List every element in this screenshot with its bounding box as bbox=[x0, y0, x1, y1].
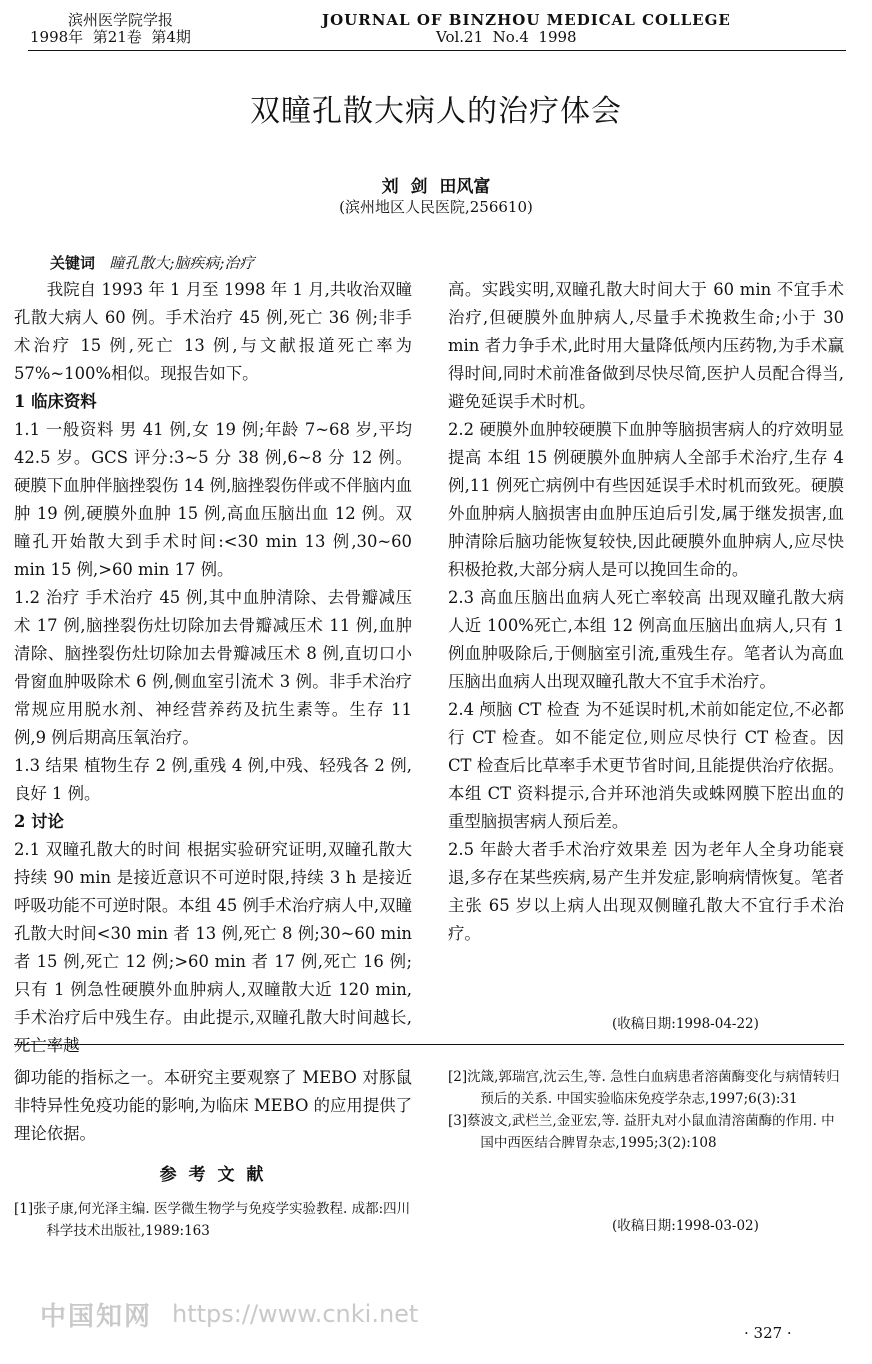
body-paragraph: 2.3 高血压脑出血病人死亡率较高 出现双瞳孔散大病人近 100%死亡,本组 12 例高血压脑出血病人,只有 1 例血肿吸除后,于侧脑室引流,重残生存。笔者认为高血压脑出血病人出现双瞳孔散大不宜手术治疗。 bbox=[448, 588, 844, 691]
received-date-2: (收稿日期:1998-03-02) bbox=[612, 1218, 759, 1234]
body-paragraph: 1.2 治疗 手术治疗 45 例,其中血肿清除、去骨瓣减压术 17 例,脑挫裂伤灶切除加去骨瓣减压术 11 例,血肿清除、脑挫裂伤灶切除加去骨瓣减压术 8 例,直切口小骨窗血肿吸除术 6 例,侧血室引流术 3 例。非手术治疗常规应用脱水剂、神经营养药及抗生素等。生存 11 例,9 例后期高压氧治疗。 bbox=[14, 588, 412, 747]
watermark-url[interactable]: https://www.cnki.net bbox=[172, 1300, 419, 1328]
reference-item: [3]蔡波文,武栏兰,金亚宏,等. 益肝丸对小鼠血清溶菌酶的作用. 中国中西医结合脾胃杂志,1995;3(2):108 bbox=[448, 1113, 835, 1151]
page-number: · 327 · bbox=[744, 1324, 792, 1342]
section-heading: 1 临床资料 bbox=[14, 392, 97, 411]
body-paragraph: 2.1 双瞳孔散大的时间 根据实验研究证明,双瞳孔散大持续 90 min 是接近意识不可逆时限,持续 3 h 是接近呼吸功能不可逆时限。本组 45 例手术治疗病人中,双瞳孔散大时间<30 min 者 13 例,死亡 8 例;30~60 min 者 15 例,死亡 12 例;>60 min 者 17 例,死亡 16 例;只有 1 例急性硬膜外血肿病人,双瞳散大近 120 min,手术治疗后中残生存。由此提示,双瞳孔散大时间越长,死亡率越 bbox=[14, 840, 412, 1055]
body-paragraph: 2.5 年龄大者手术治疗效果差 因为老年人全身功能衰退,多存在某些疾病,易产生并发症,影响病情恢复。笔者主张 65 岁以上病人出现双侧瞳孔散大不宜行手术治疗。 bbox=[448, 840, 844, 943]
header-rule bbox=[28, 50, 846, 51]
body-paragraph: 高。实践实明,双瞳孔散大时间大于 60 min 不宜手术治疗,但硬膜外血肿病人,尽量手术挽救生命;小于 30 min 者力争手术,此时用大量降低颅内压药物,为手术赢得时间,同时术前准备做到尽快尽简,医护人员配合得当,避免延误手术时机。 bbox=[448, 280, 844, 411]
left-column bbox=[14, 276, 412, 1055]
reference-item: [1]张子康,何光泽主编. 医学微生物学与免疫学实验教程. 成都:四川科学技术出版社,1989:163 bbox=[14, 1201, 411, 1239]
issue-info-en: Vol.21 No.4 1998 bbox=[436, 28, 577, 46]
references-left bbox=[14, 1198, 412, 1242]
body-paragraph: 1.3 结果 植物生存 2 例,重残 4 例,中残、轻残各 2 例,良好 1 例。 bbox=[14, 756, 412, 803]
authors: 刘 剑 田风富 bbox=[381, 177, 491, 197]
references-title: 参 考 文 献 bbox=[159, 1165, 267, 1185]
references-right bbox=[448, 1066, 844, 1154]
body-paragraph: 1.1 一般资料 男 41 例,女 19 例;年龄 7~68 岁,平均 42.5 岁。GCS 评分:3~5 分 38 例,6~8 分 12 例。硬膜下血肿伴脑挫裂伤 14 例,脑挫裂伤伴或不伴脑内血肿 19 例,硬膜外血肿 15 例,高血压脑出血 12 例。双瞳孔开始散大到手术时间:<30 min 13 例,30~60 min 15 例,>60 min 17 例。 bbox=[14, 420, 412, 579]
continuation-text: 御功能的指标之一。本研究主要观察了 MEBO 对豚鼠非特异性免疫功能的影响,为临床 MEBO 的应用提供了理论依据。 bbox=[14, 1068, 412, 1143]
body-paragraph: 2.2 硬膜外血肿较硬膜下血肿等脑损害病人的疗效明显提高 本组 15 例硬膜外血肿病人全部手术治疗,生存 4 例,11 例死亡病例中有些因延误手术时机而致死。硬膜外血肿病人脑损害由血肿压迫后引发,属于继发损害,血肿清除后脑功能恢复较快,因此硬膜外血肿病人,应尽快积极抢救,大部分病人是可以挽回生命的。 bbox=[448, 420, 844, 579]
issue-info-cn: 1998年 第21卷 第4期 bbox=[30, 28, 191, 46]
body-paragraph: 我院自 1993 年 1 月至 1998 年 1 月,共收治双瞳孔散大病人 60 例。手术治疗 45 例,死亡 36 例;非手术治疗 15 例,死亡 13 例,与文献报道死亡率为 57%~100%相似。现报告如下。 bbox=[14, 280, 412, 383]
reference-item: [2]沈箴,郭瑞宫,沈云生,等. 急性白血病患者溶菌酶变化与病情转归预后的关系. 中国实验临床免疫学杂志,1997;6(3):31 bbox=[448, 1069, 840, 1107]
section-heading: 2 讨论 bbox=[14, 812, 64, 831]
article-title: 双瞳孔散大病人的治疗体会 bbox=[250, 94, 622, 129]
body-paragraph: 2.4 颅脑 CT 检查 为不延误时机,术前如能定位,不必都行 CT 检查。如不能定位,则应尽快行 CT 检查。因 CT 检查后比草率手术更节省时间,且能提供治疗依据。本组 CT 资料提示,合并环池消失或蛛网膜下腔出血的重型脑损害病人预后差。 bbox=[448, 700, 844, 831]
section-rule bbox=[14, 1044, 844, 1045]
watermark-logo: 中国知网 bbox=[40, 1302, 153, 1332]
affiliation: (滨州地区人民医院,256610) bbox=[339, 198, 533, 216]
keywords-line bbox=[50, 252, 254, 273]
right-column bbox=[448, 276, 844, 1006]
journal-name-en: JOURNAL OF BINZHOU MEDICAL COLLEGE bbox=[322, 11, 731, 29]
received-date: (收稿日期:1998-04-22) bbox=[612, 1016, 759, 1032]
keywords-label: 关键词 bbox=[50, 254, 96, 272]
journal-name-cn: 滨州医学院学报 bbox=[68, 11, 174, 29]
keywords: 瞳孔散大;脑疾病;治疗 bbox=[109, 254, 255, 272]
